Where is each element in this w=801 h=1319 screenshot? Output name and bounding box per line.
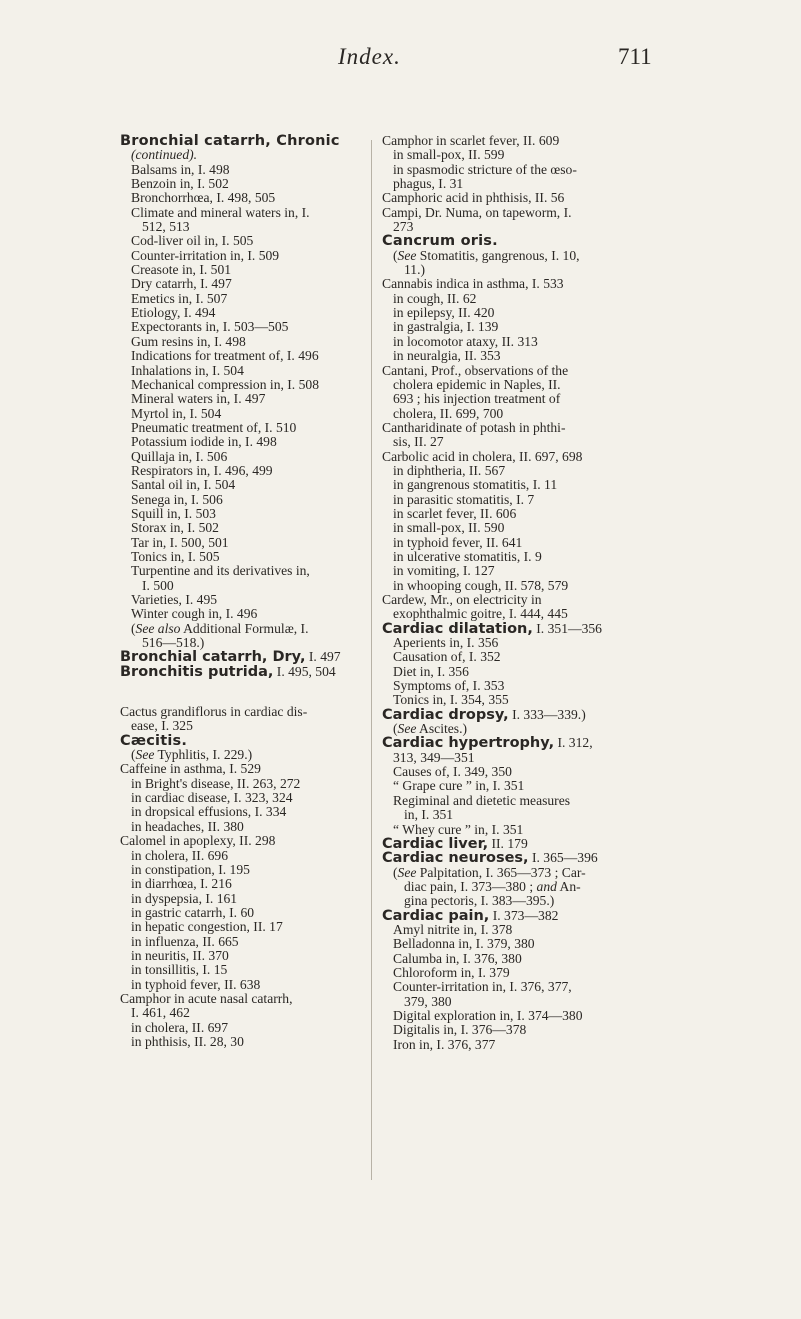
see-label: See bbox=[397, 864, 417, 880]
index-entry: Causation of, I. 352 bbox=[393, 649, 501, 665]
index-entry: Cod-liver oil in, I. 505 bbox=[131, 233, 254, 249]
index-entry: Cardew, Mr., on electricity in bbox=[382, 592, 542, 607]
index-entry: in gastric catarrh, I. 60 bbox=[131, 904, 255, 920]
index-heading-row bbox=[120, 650, 372, 664]
index-entry: “ Whey cure ” in, I. 351 bbox=[393, 821, 524, 837]
index-heading-row bbox=[382, 837, 652, 851]
index-entry: in diarrhœa, I. 216 bbox=[131, 876, 232, 892]
index-entry: Gum resins in, I. 498 bbox=[131, 333, 246, 349]
index-entry: Aperients in, I. 356 bbox=[393, 635, 499, 651]
index-entry: Potassium iodide in, I. 498 bbox=[131, 434, 277, 450]
index-heading-row bbox=[120, 665, 372, 679]
index-heading: Cardiac neuroses, bbox=[382, 850, 529, 867]
index-entry: Causes of, I. 349, 350 bbox=[393, 764, 512, 780]
see-also-entry: (See also Additional Formulæ, I. bbox=[131, 620, 309, 636]
index-entry: Belladonna in, I. 379, 380 bbox=[393, 936, 535, 952]
index-heading: Cardiac hypertrophy, bbox=[382, 735, 555, 752]
index-entry: Counter-irritation in, I. 509 bbox=[131, 247, 280, 263]
index-entry: in diphtheria, II. 567 bbox=[393, 462, 506, 478]
see-label: See bbox=[397, 721, 417, 737]
index-entry: Cactus grandiflorus in cardiac dis- bbox=[120, 704, 308, 720]
index-entry: in cholera, II. 697 bbox=[131, 1019, 229, 1035]
continued-note: (continued). bbox=[131, 147, 198, 163]
index-entry: Myrtol in, I. 504 bbox=[131, 405, 222, 421]
see-ref: Stomatitis, gangrenous, I. 10, bbox=[416, 247, 580, 263]
index-entry: Cantani, Prof., observations of the bbox=[382, 362, 569, 378]
index-entry: Pneumatic treatment of, I. 510 bbox=[131, 419, 297, 435]
index-entry-cont: I. 500 bbox=[142, 577, 174, 593]
index-entry: Diet in, I. 356 bbox=[393, 663, 469, 679]
index-entry-cont: exophthalmic goitre, I. 444, 445 bbox=[393, 606, 568, 622]
see-label: See bbox=[397, 247, 417, 263]
index-entry: in epilepsy, II. 420 bbox=[393, 305, 495, 321]
index-entry-cont: 693 ; his injection treatment of bbox=[393, 391, 561, 407]
index-entry: Quillaja in, I. 506 bbox=[131, 448, 228, 464]
index-entry: Camphor in acute nasal catarrh, bbox=[120, 990, 293, 1006]
index-heading: Cardiac dilatation, bbox=[382, 620, 533, 637]
index-entry-cont: 379, 380 bbox=[404, 993, 452, 1009]
index-entry: Dry catarrh, I. 497 bbox=[131, 276, 232, 292]
index-heading-row bbox=[382, 851, 652, 865]
running-title: Index. bbox=[338, 44, 401, 69]
heading-ref: II. 179 bbox=[488, 835, 528, 851]
index-heading: Bronchial catarrh, Chronic bbox=[120, 133, 340, 149]
see-ref-cont: diac pain, I. 373—380 ; bbox=[404, 878, 537, 894]
index-entry: in neuritis, II. 370 bbox=[131, 947, 229, 963]
index-entry: Bronchorrhœa, I. 498, 505 bbox=[131, 190, 276, 206]
see-entry: (See Palpitation, I. 365—373 ; Car- bbox=[393, 864, 586, 880]
index-entry-cont: cholera, II. 699, 700 bbox=[393, 405, 504, 421]
index-entry: in gangrenous stomatitis, I. 11 bbox=[393, 477, 558, 493]
index-entry: Balsams in, I. 498 bbox=[131, 161, 230, 177]
index-entry: in hepatic congestion, II. 17 bbox=[131, 919, 283, 935]
index-entry: Benzoin in, I. 502 bbox=[131, 176, 229, 192]
index-entry: in cough, II. 62 bbox=[393, 290, 477, 306]
and-label: and bbox=[536, 878, 557, 894]
index-heading: Bronchitis putrida, bbox=[120, 663, 274, 680]
index-entry: Climate and mineral waters in, I. bbox=[131, 204, 310, 220]
index-column-left bbox=[120, 134, 372, 1049]
see-also-ref: Additional Formulæ, I. bbox=[180, 620, 309, 636]
index-entry: Camphor in scarlet fever, II. 609 bbox=[382, 133, 560, 148]
page-header bbox=[320, 44, 720, 78]
index-entry: Varieties, I. 495 bbox=[131, 592, 218, 607]
index-entry: Campi, Dr. Numa, on tapeworm, I. bbox=[382, 204, 572, 220]
index-entry: Digital exploration in, I. 374—380 bbox=[393, 1007, 583, 1023]
index-entry: in parasitic stomatitis, I. 7 bbox=[393, 491, 535, 507]
see-label: See bbox=[135, 747, 155, 763]
index-entry: in whooping cough, II. 578, 579 bbox=[393, 577, 569, 593]
index-heading: Cæcitis. bbox=[120, 732, 188, 749]
index-entry-cont: 512, 513 bbox=[142, 219, 190, 235]
index-entry: Tar in, I. 500, 501 bbox=[131, 534, 229, 550]
index-entry-cont: ease, I. 325 bbox=[131, 718, 193, 734]
index-entry: in influenza, II. 665 bbox=[131, 933, 239, 949]
index-entry: Mineral waters in, I. 497 bbox=[131, 391, 266, 407]
see-ref: Typhlitis, I. 229.) bbox=[154, 747, 253, 763]
page-number: 711 bbox=[618, 44, 652, 69]
heading-ref: I. 497 bbox=[305, 649, 341, 665]
index-entry: Storax in, I. 502 bbox=[131, 520, 219, 536]
index-entry-cont: in, I. 351 bbox=[404, 807, 454, 823]
index-entry-cont: cholera epidemic in Naples, II. bbox=[393, 376, 561, 392]
index-entry: Cantharidinate of potash in phthi- bbox=[382, 419, 566, 435]
index-entry-cont: phagus, I. 31 bbox=[393, 176, 464, 192]
index-entry: Amyl nitrite in, I. 378 bbox=[393, 921, 513, 937]
index-entry: Calumba in, I. 376, 380 bbox=[393, 950, 522, 966]
index-entry: Digitalis in, I. 376—378 bbox=[393, 1022, 527, 1038]
index-heading: Cancrum oris. bbox=[382, 233, 498, 250]
index-entry: in gastralgia, I. 139 bbox=[393, 319, 499, 335]
see-entry: (See Ascites.) bbox=[393, 721, 467, 737]
index-entry: Inhalations in, I. 504 bbox=[131, 362, 244, 378]
index-entry-cont: 313, 349—351 bbox=[393, 749, 475, 765]
index-entry: Emetics in, I. 507 bbox=[131, 290, 228, 306]
index-entry: Squill in, I. 503 bbox=[131, 505, 216, 521]
index-entry: Calomel in apoplexy, II. 298 bbox=[120, 833, 276, 849]
index-heading: Cardiac liver, bbox=[382, 835, 489, 852]
index-entry: in dropsical effusions, I. 334 bbox=[131, 804, 287, 820]
index-entry: Tonics in, I. 505 bbox=[131, 548, 220, 564]
index-entry: in cardiac disease, I. 323, 324 bbox=[131, 790, 293, 806]
index-entry-cont: gina pectoris, I. 383—395.) bbox=[404, 893, 555, 909]
index-entry: Respirators in, I. 496, 499 bbox=[131, 462, 273, 478]
index-entry-cont: 273 bbox=[393, 219, 414, 235]
index-entry: in typhoid fever, II. 638 bbox=[131, 976, 261, 992]
index-entry: in ulcerative stomatitis, I. 9 bbox=[393, 548, 542, 564]
heading-ref: I. 365—396 bbox=[528, 850, 598, 866]
index-entry: in locomotor ataxy, II. 313 bbox=[393, 333, 538, 349]
index-entry: Indications for treatment of, I. 496 bbox=[131, 348, 319, 364]
index-entry: Counter-irritation in, I. 376, 377, bbox=[393, 979, 572, 995]
index-entry: Carbolic acid in cholera, II. 697, 698 bbox=[382, 448, 583, 464]
index-entry-cont: I. 461, 462 bbox=[131, 1005, 190, 1021]
index-entry: in tonsillitis, I. 15 bbox=[131, 962, 228, 978]
index-entry: Creasote in, I. 501 bbox=[131, 262, 232, 278]
index-entry: Symptoms of, I. 353 bbox=[393, 678, 505, 694]
index-entry-cont: 516—518.) bbox=[142, 635, 205, 651]
index-entry-cont bbox=[382, 880, 652, 894]
index-entry: Camphoric acid in phthisis, II. 56 bbox=[382, 190, 565, 206]
index-entry: Turpentine and its derivatives in, bbox=[131, 563, 310, 579]
index-entry: Santal oil in, I. 504 bbox=[131, 477, 236, 493]
index-entry: Etiology, I. 494 bbox=[131, 305, 216, 321]
index-entry: in cholera, II. 696 bbox=[131, 847, 229, 863]
index-heading-row bbox=[382, 736, 652, 750]
index-entry-cont: 11.) bbox=[404, 262, 426, 278]
index-entry: Caffeine in asthma, I. 529 bbox=[120, 761, 261, 777]
index-entry: in small-pox, II. 590 bbox=[393, 520, 505, 536]
index-heading-row bbox=[382, 909, 652, 923]
index-column-right bbox=[382, 134, 652, 1052]
heading-ref: I. 495, 504 bbox=[273, 663, 336, 679]
see-also-label: See also bbox=[135, 620, 181, 636]
index-heading-row bbox=[382, 708, 652, 722]
index-entry: in constipation, I. 195 bbox=[131, 861, 250, 877]
see-ref: Ascites.) bbox=[416, 721, 467, 737]
index-entry: in Bright's disease, II. 263, 272 bbox=[131, 775, 301, 791]
index-entry: in neuralgia, II. 353 bbox=[393, 348, 501, 364]
see-entry: (See Typhlitis, I. 229.) bbox=[131, 747, 253, 763]
index-entry: Expectorants in, I. 503—505 bbox=[131, 319, 289, 335]
index-entry-cont: sis, II. 27 bbox=[393, 434, 444, 450]
index-entry: in headaches, II. 380 bbox=[131, 818, 244, 834]
index-entry: in spasmodic stricture of the œso- bbox=[393, 161, 577, 177]
index-heading-row bbox=[382, 622, 652, 636]
index-entry: Senega in, I. 506 bbox=[131, 491, 223, 507]
heading-ref: I. 333—339.) bbox=[508, 706, 586, 722]
index-entry: Cannabis indica in asthma, I. 533 bbox=[382, 276, 564, 292]
index-entry: “ Grape cure ” in, I. 351 bbox=[393, 778, 525, 794]
index-entry: in scarlet fever, II. 606 bbox=[393, 505, 517, 521]
index-entry: in vomiting, I. 127 bbox=[393, 563, 495, 579]
see-ref: Palpitation, I. 365—373 ; Car- bbox=[416, 864, 586, 880]
index-entry: in typhoid fever, II. 641 bbox=[393, 534, 523, 550]
index-entry: in dyspepsia, I. 161 bbox=[131, 890, 238, 906]
index-entry: Tonics in, I. 354, 355 bbox=[393, 692, 509, 708]
heading-ref: I. 312, bbox=[554, 735, 593, 751]
see-ref-cont: An- bbox=[556, 878, 581, 894]
index-entry: in phthisis, II. 28, 30 bbox=[131, 1033, 244, 1049]
index-heading: Cardiac dropsy, bbox=[382, 706, 509, 723]
index-entry: in small-pox, II. 599 bbox=[393, 147, 505, 163]
heading-ref: I. 373—382 bbox=[489, 907, 559, 923]
index-entry: Winter cough in, I. 496 bbox=[131, 606, 258, 622]
index-entry: Chloroform in, I. 379 bbox=[393, 964, 510, 980]
index-entry: Mechanical compression in, I. 508 bbox=[131, 376, 319, 392]
see-entry: (See Stomatitis, gangrenous, I. 10, bbox=[393, 247, 580, 263]
index-heading: Bronchial catarrh, Dry, bbox=[120, 649, 306, 666]
index-heading: Cardiac pain, bbox=[382, 907, 490, 924]
index-entry: Iron in, I. 376, 377 bbox=[393, 1036, 496, 1052]
heading-ref: I. 351—356 bbox=[532, 620, 602, 636]
index-entry: Regiminal and dietetic measures bbox=[393, 792, 571, 808]
letter-gap bbox=[120, 679, 372, 705]
